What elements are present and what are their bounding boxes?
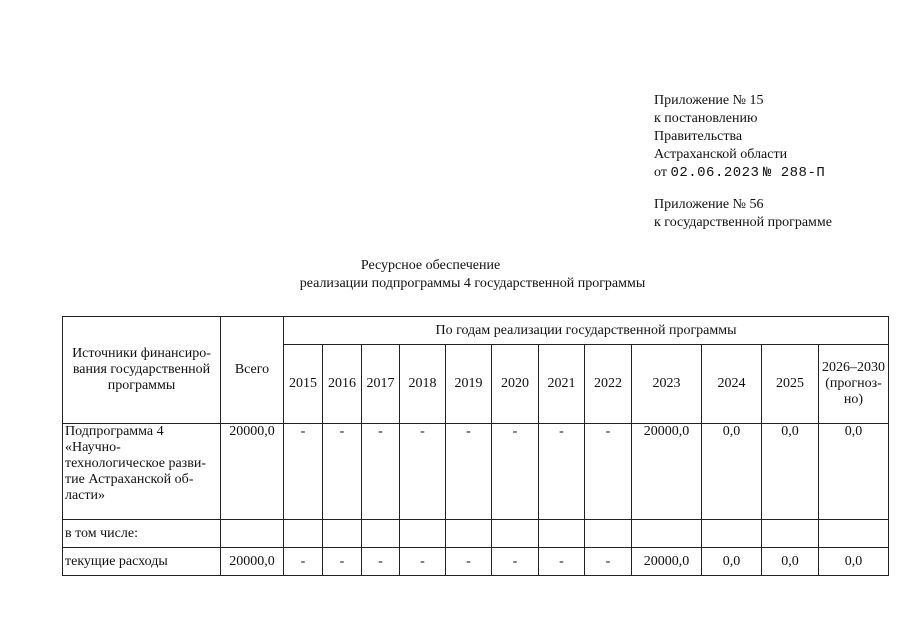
value-cell: - <box>446 548 492 576</box>
year-header: 2020 <box>492 345 539 424</box>
appendix-15-block <box>654 92 825 182</box>
value-cell <box>446 520 492 548</box>
year-header: 2021 <box>539 345 585 424</box>
header-total: Всего <box>221 317 284 424</box>
value-cell: 0,0 <box>819 548 889 576</box>
table-row <box>63 424 889 520</box>
value-cell: 20000,0 <box>632 548 702 576</box>
value-cell: - <box>323 424 362 520</box>
document-title-line2: реализации подпрограммы 4 государственной программы <box>299 276 646 291</box>
appendix-15-date-line <box>654 164 825 182</box>
value-cell <box>539 520 585 548</box>
source-cell: в том числе: <box>63 520 221 548</box>
year-header: 2019 <box>446 345 492 424</box>
value-cell: - <box>362 548 400 576</box>
value-cell: 0,0 <box>762 424 819 520</box>
table-row <box>63 548 889 576</box>
value-cell: - <box>284 424 323 520</box>
total-cell: 20000,0 <box>221 424 284 520</box>
appendix-56-line2: к государственной программе <box>654 215 832 230</box>
value-cell: - <box>362 424 400 520</box>
value-cell: - <box>323 548 362 576</box>
value-cell <box>284 520 323 548</box>
value-cell <box>632 520 702 548</box>
appendix-15-line4: Астраханской области <box>654 147 788 162</box>
appendix-56-block <box>654 196 832 232</box>
resolution-date: 02.06.2023 <box>670 165 760 181</box>
value-cell: 0,0 <box>702 424 762 520</box>
year-header: 2024 <box>702 345 762 424</box>
value-cell: - <box>539 424 585 520</box>
table-row <box>63 520 889 548</box>
value-cell: 0,0 <box>819 424 889 520</box>
value-cell <box>400 520 446 548</box>
value-cell <box>702 520 762 548</box>
year-header: 2025 <box>762 345 819 424</box>
value-cell: 0,0 <box>762 548 819 576</box>
year-header: 2022 <box>585 345 632 424</box>
appendix-15-line3: Правительства <box>654 129 743 144</box>
total-cell <box>221 520 284 548</box>
value-cell: - <box>492 548 539 576</box>
year-header: 2018 <box>400 345 446 424</box>
appendix-15-title: Приложение № 15 <box>654 93 764 108</box>
date-prefix: от <box>654 165 667 180</box>
year-header: 2017 <box>362 345 400 424</box>
year-header: 2023 <box>632 345 702 424</box>
value-cell: - <box>585 548 632 576</box>
value-cell: - <box>585 424 632 520</box>
value-cell: - <box>400 548 446 576</box>
value-cell <box>492 520 539 548</box>
resource-table <box>62 316 889 576</box>
header-sources: Источники финансиро-вания государственной программы <box>63 317 221 424</box>
appendix-15-line2: к постановлению <box>654 111 758 126</box>
value-cell: - <box>446 424 492 520</box>
value-cell <box>585 520 632 548</box>
total-cell: 20000,0 <box>221 548 284 576</box>
value-cell: - <box>284 548 323 576</box>
year-header: 2026–2030 (прогноз-но) <box>819 345 889 424</box>
year-header: 2016 <box>323 345 362 424</box>
value-cell: 20000,0 <box>632 424 702 520</box>
resolution-number: № 288-П <box>762 165 826 181</box>
year-header: 2015 <box>284 345 323 424</box>
value-cell: - <box>492 424 539 520</box>
header-years-group: По годам реализации государственной программы <box>284 317 889 345</box>
value-cell: 0,0 <box>702 548 762 576</box>
source-cell: Подпрограмма 4 «Научно-технологическое разви-тие Астраханской об-ласти» <box>63 424 221 520</box>
value-cell <box>323 520 362 548</box>
document-title-line1: Ресурсное обеспечение <box>360 258 501 273</box>
value-cell: - <box>539 548 585 576</box>
value-cell <box>819 520 889 548</box>
source-cell: текущие расходы <box>63 548 221 576</box>
value-cell <box>362 520 400 548</box>
value-cell <box>762 520 819 548</box>
value-cell: - <box>400 424 446 520</box>
appendix-56-title: Приложение № 56 <box>654 197 764 212</box>
